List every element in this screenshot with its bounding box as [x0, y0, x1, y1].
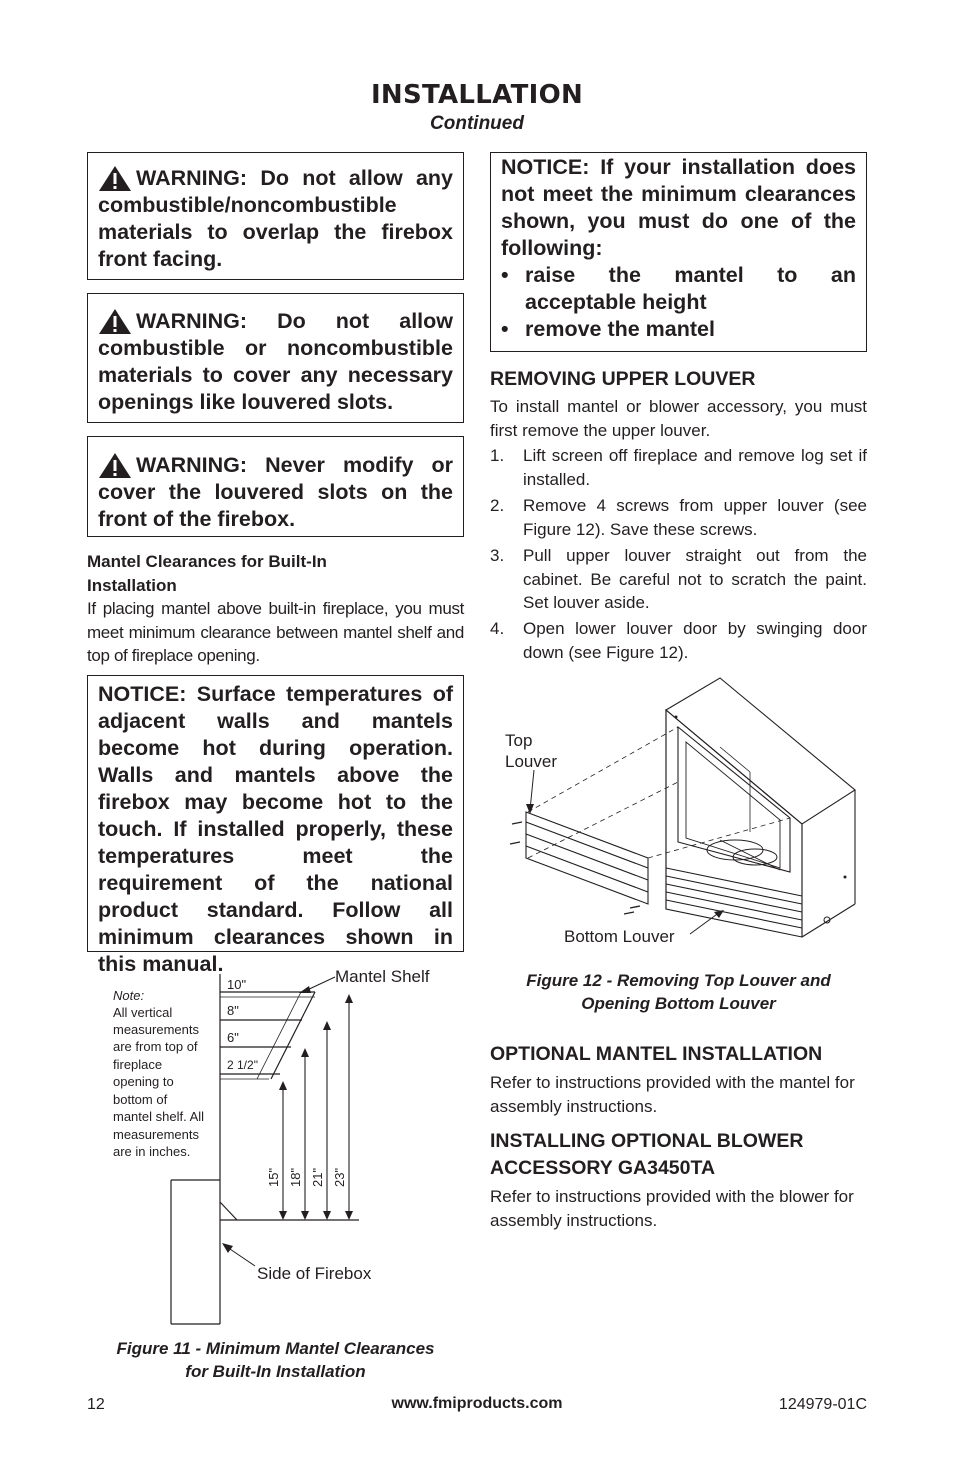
page-subtitle: Continued	[430, 113, 524, 134]
figure-11-caption-line1: Figure 11 - Minimum Mantel Clearances	[116, 1339, 435, 1358]
removing-louver-step	[490, 617, 867, 664]
step-number: 2.	[490, 496, 505, 515]
warning-box-3	[87, 436, 464, 537]
notice-install-bullet	[501, 316, 856, 343]
fig11-arrow-up	[345, 994, 353, 1003]
notice-install-box	[490, 152, 867, 352]
fig12-grate	[720, 840, 780, 870]
bullet-dot-icon: •	[501, 317, 509, 341]
page-title: INSTALLATION	[370, 80, 584, 110]
removing-louver-intro: To install mantel or blower accessory, you must first remove the upper louver.	[490, 397, 867, 440]
figure-12-caption	[490, 969, 867, 1015]
fig12-top-louver-slat	[526, 846, 648, 892]
fig11-side-label: Side of Firebox	[257, 1264, 372, 1283]
footer-website: www.fmiproducts.com	[391, 1395, 563, 1412]
removing-louver-step	[490, 544, 867, 615]
removing-louver-step	[490, 444, 867, 491]
fig12-bottom-louver-slat	[666, 900, 802, 928]
optional-mantel-body: Refer to instructions provided with the mantel for assembly instructions.	[490, 1073, 855, 1116]
fig11-mantel-leader-arrow	[299, 986, 311, 993]
fig11-side-leader-arrow	[222, 1243, 233, 1253]
fig11-arrow-up	[301, 1048, 309, 1057]
fig12-top-louver	[526, 812, 648, 904]
warning-box-1	[87, 152, 464, 280]
page-number: 12	[87, 1396, 105, 1413]
fig11-note-line: bottom of	[113, 1092, 168, 1107]
step-text: Open lower louver door by swinging door down (see Figure 12).	[523, 619, 867, 662]
fig12-rivet	[844, 876, 847, 879]
figure-11-mantel-diagram	[87, 962, 464, 1337]
warning-box-2	[87, 293, 464, 423]
fig11-mantel-slope	[257, 992, 301, 1079]
fig11-height-label: 18"	[288, 1167, 303, 1187]
fig11-arrow-down	[279, 1211, 287, 1220]
optional-blower-heading-line2: ACCESSORY GA3450TA	[490, 1157, 716, 1179]
figure-12-caption-line2: Opening Bottom Louver	[581, 994, 776, 1013]
fig11-depth-label: 10"	[227, 977, 247, 992]
fig12-screw	[624, 912, 634, 914]
notice-surface-text: NOTICE: Surface temperatures of adjacent walls and mantels become hot during operation. Walls and mantels above the firebox may become hot to the touch. If installed properly, these temperatures meet the requirement of the national product standard. Follow all minimum clearances shown in this manual.	[98, 682, 453, 976]
fig12-top-label-line1: Top	[505, 731, 533, 750]
removing-louver-heading: REMOVING UPPER LOUVER	[490, 368, 756, 390]
warning-triangle-icon	[98, 308, 132, 335]
mantel-clearances-heading-line1: Mantel Clearances for Built-In	[87, 552, 327, 571]
fig12-bottom-leader-arrow	[714, 910, 724, 918]
fig12-dashed-guide	[648, 818, 790, 858]
warning-3-text: WARNING: Never modify or cover the louvered slots on the front of the firebox.	[98, 453, 453, 531]
fig12-firebox	[686, 742, 780, 868]
fig12-rivet	[675, 716, 678, 719]
fig12-dashed-guide	[528, 782, 678, 858]
fig11-height-label: 15"	[266, 1167, 281, 1187]
fig12-cabinet-top	[666, 678, 855, 824]
fig11-depth-label: 6"	[227, 1030, 239, 1045]
step-number: 4.	[490, 619, 505, 638]
figure-12-louver-diagram	[490, 672, 867, 957]
warning-triangle-icon	[98, 452, 132, 479]
fig11-note-label: Note:	[113, 988, 145, 1003]
fig11-note-line: mantel shelf. All	[113, 1109, 205, 1124]
fig11-height-label: 23"	[332, 1167, 347, 1187]
bullet-dot-icon: •	[501, 263, 509, 287]
step-text: Lift screen off fireplace and remove log set if installed.	[523, 446, 867, 489]
fig11-note-line: opening to	[113, 1074, 174, 1089]
optional-mantel-heading: OPTIONAL MANTEL INSTALLATION	[490, 1043, 823, 1065]
fig12-top-label-line2: Louver	[505, 752, 557, 771]
fig12-bottom-louver-slat	[666, 876, 802, 904]
warning-triangle-icon	[98, 165, 132, 192]
notice-install-bullet-text: remove the mantel	[525, 317, 715, 341]
notice-install-bullet	[501, 262, 856, 316]
fig12-bottom-louver-slat	[666, 892, 802, 920]
fig12-top-louver-slat	[526, 834, 648, 880]
fig11-note-line: fireplace	[113, 1057, 163, 1072]
notice-surface-box	[87, 675, 464, 976]
warning-text-3	[98, 452, 453, 533]
fig11-height-label: 21"	[310, 1167, 325, 1187]
removing-louver-step	[490, 494, 867, 541]
notice-install-bullet-text: raise the mantel to an acceptable height	[525, 263, 856, 314]
fig11-depth-label: 2 1/2"	[227, 1058, 258, 1072]
step-number: 1.	[490, 446, 505, 465]
fig11-note-line: All vertical	[113, 1005, 173, 1020]
fig12-screw	[510, 842, 520, 844]
optional-blower-heading	[490, 1128, 890, 1182]
fig12-bottom-louver-slat	[666, 884, 802, 912]
step-number: 3.	[490, 546, 505, 565]
fig11-note-line: measurements	[113, 1022, 199, 1037]
warning-text-1	[98, 165, 453, 273]
fig11-arrow-up	[279, 1081, 287, 1090]
fig11-side-leader	[227, 1247, 255, 1266]
optional-blower-heading-line1: INSTALLING OPTIONAL BLOWER	[490, 1130, 804, 1152]
mantel-clearances-heading-line2: Installation	[87, 575, 177, 595]
fig11-note-line: are from top of	[113, 1039, 198, 1054]
figure-11-caption-line2: for Built-In Installation	[185, 1362, 366, 1381]
warning-text-2	[98, 308, 453, 416]
fig11-arrow-down	[345, 1211, 353, 1220]
fig11-firebox-line	[220, 1202, 237, 1220]
document-number: 124979-01C	[778, 1396, 867, 1413]
mantel-clearances-heading	[87, 550, 464, 597]
fig12-top-louver-slat	[526, 822, 648, 868]
fig11-mantel-slope	[271, 992, 315, 1079]
fig12-screw	[630, 906, 640, 908]
fig11-note-line: measurements	[113, 1127, 199, 1142]
fig12-cabinet-edge	[802, 904, 855, 937]
fig11-arrow-up	[323, 1021, 331, 1030]
step-text: Remove 4 screws from upper louver (see Figure 12). Save these screws.	[523, 496, 867, 539]
fig11-note-line: are in inches.	[113, 1144, 191, 1159]
fig11-arrow-down	[323, 1211, 331, 1220]
fig11-arrow-down	[301, 1211, 309, 1220]
fig12-screw	[512, 822, 522, 824]
fig11-mantel-shelf-label: Mantel Shelf	[335, 967, 430, 986]
figure-12-caption-line1: Figure 12 - Removing Top Louver and	[526, 971, 831, 990]
optional-blower-body: Refer to instructions provided with the blower for assembly instructions.	[490, 1187, 854, 1230]
figure-11-caption	[87, 1337, 464, 1383]
warning-2-text: WARNING: Do not allow combustible or noncombustible materials to cover any necessary openings like louvered slots.	[98, 309, 453, 414]
mantel-clearances-body: If placing mantel above built-in fireplace, you must meet minimum clearance between mantel shelf and top of fireplace opening.	[87, 599, 464, 665]
step-text: Pull upper louver straight out from the cabinet. Be careful not to scratch the paint. Set louver aside.	[523, 546, 867, 612]
warning-1-text: WARNING: Do not allow any combustible/noncombustible materials to overlap the firebox front facing.	[98, 166, 453, 271]
fig11-depth-label: 8"	[227, 1003, 239, 1018]
notice-install-intro: NOTICE: If your installation does not meet the minimum clearances shown, you must do one of the following:	[501, 155, 856, 260]
fig12-bottom-louver-slat	[666, 868, 802, 896]
fig12-bottom-label: Bottom Louver	[564, 927, 675, 946]
